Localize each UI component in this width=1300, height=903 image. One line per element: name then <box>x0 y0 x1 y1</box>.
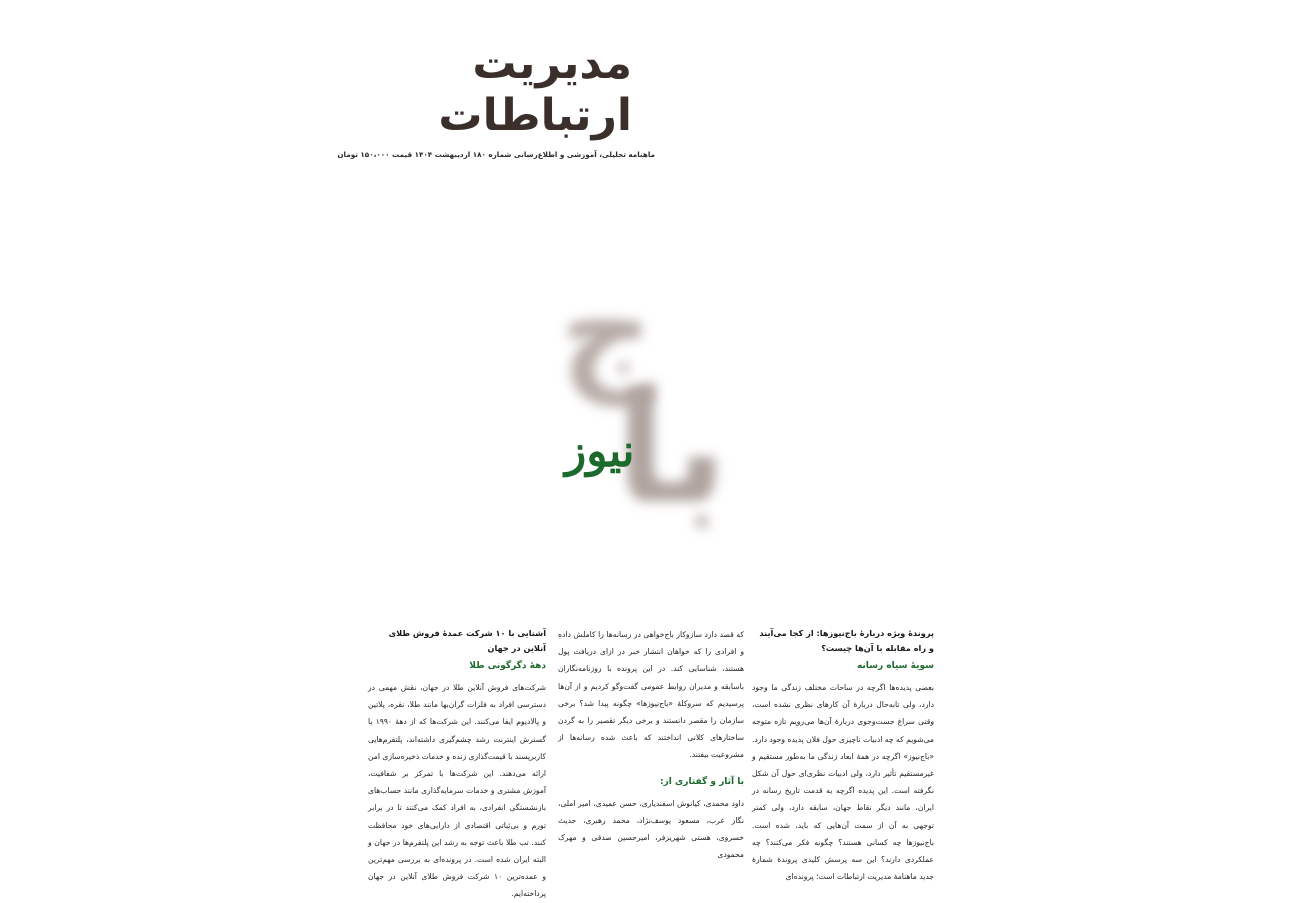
right-body: بعضی پدیده‌ها اگرچه در ساحات مختلف زندگی ما وجود دارد، ولی تابه‌حال دربارهٔ آن کار‌های نظری نشده است، وقتی سراغ جست‌وجوی دربارهٔ آن‌ها می‌رویم تازه متوجه می‌شویم که چه ادبیات ناچیزی حول فلان پدیده وجود دارد. «باج‌نیوز» اگرچه در همهٔ ابعاد زندگی ما به‌طور مستقیم و غیرمستقیم تأثیر دارد، ولی ادبیات نظری‌ای حول آن شکل نگرفته است. این پدیده اگرچه به قدمت تاریخ رسانه در ایران، مانند دیگر نقاط جهان، سابقه دارد، ولی کمتر توجهی به آن از سمت آن‌هایی که باید، شده است. باج‌نیوزها چه کسانی هستند؟ چگونه فکر می‌کنند؟ چه عملکردی دارند؟ این سه پرسش کلیدی پروندهٔ شمارهٔ جدید ماهنامهٔ مدیریت ارتباطات است؛ پرونده‌ای <box>752 683 934 882</box>
credits-list: داود محمدی، کیانوش اسفندیاری، حسن عمیدی، امیر املی، نگار عرب، مسعود یوسف‌نژاد، محمد رهبری، حدیث خسروی، هستی شهریزفر، امیرحسین صدقی و مهرک محمودی <box>558 798 744 860</box>
masthead-line-2: ارتباطات <box>438 90 632 141</box>
left-subhead: دههٔ دگرگونی طلا <box>469 661 546 671</box>
right-headline: پروندهٔ ویژه دربارهٔ باج‌نیوزها: از کجا می‌آیند و راه مقابله با آن‌ها چیست؟ <box>759 628 934 653</box>
credits-title: با آثار و گفتاری از: <box>660 776 744 787</box>
column-right <box>752 626 934 885</box>
masthead-line-1: مدیریت <box>472 38 632 89</box>
blurred-letter-bottom: با <box>615 363 728 537</box>
issue-info-line: ماهنامه تحلیلی، آموزشی و اطلاع‌رسانی شماره ۱۸۰ اردیبهشت ۱۴۰۴ قیمت ۱۵۰،۰۰۰ تومان <box>337 150 655 159</box>
cover-green-word: نیوز <box>565 426 635 477</box>
left-headline: آشنایی با ۱۰ شرکت عمدهٔ فروش طلای آنلاین در جهان <box>388 628 546 653</box>
column-left <box>368 626 546 903</box>
column-middle <box>558 626 744 863</box>
right-subhead: سویهٔ سیاه رسانه <box>856 661 934 671</box>
middle-body: که قصد دارد سازوکار باج‌خواهی در رسانه‌ها را کاملش داده و افرادی را که خواهان انتشار خبر در ازای دریافت پول هستند، شناسایی کند. در این پرونده با روزنامه‌نگاران باسابقه و مدیران روابط عمومی گفت‌وگو کردیم و از آن‌ها پرسیدیم که سروکلهٔ «باج‌نیوزها» چگونه پیدا شد؟ برخی سازمان را مقصر دانستند و برخی دیگر تقصیر را به گردن ساختارهای کلانی انداختند که باعث شده رسانه‌ها از مشروعیت بیفتند. <box>558 630 744 760</box>
cover-illustration <box>555 254 755 537</box>
blurred-letter-top: ج <box>560 254 654 406</box>
masthead-logo <box>400 38 632 143</box>
left-body: شرکت‌های فروش آنلاین طلا در جهان، نقش مهمی در دسترسی افراد به فلزات گران‌بها مانند طلا، نقره، پلاتین و پالادیوم ایفا می‌کنند. این شرکت‌ها که از دههٔ ۱۹۹۰ با گسترش اینترنت رشد چشم‌گیری داشته‌اند، پلتفرم‌هایی کاربرپسند با قیمت‌گذاری زنده و خدمات ذخیره‌سازی امن ارائه می‌دهند. این شرکت‌ها با تمرکز بر شفافیت، آموزش مشتری و خدمات سرمایه‌گذاری مانند حساب‌های بازنشستگی انفرادی، به افراد کمک می‌کنند تا در برابر تورم و بی‌ثباتی اقتصادی از دارایی‌های خود محافظت کنند. تب طلا باعث توجه به رشد این پلتفرم‌ها در جهان و البته ایران شده است. در پرونده‌ای به بررسی مهم‌ترین و عمده‌ترین ۱۰ شرکت فروش طلای آنلاین در جهان پرداخته‌ایم. <box>368 683 547 899</box>
